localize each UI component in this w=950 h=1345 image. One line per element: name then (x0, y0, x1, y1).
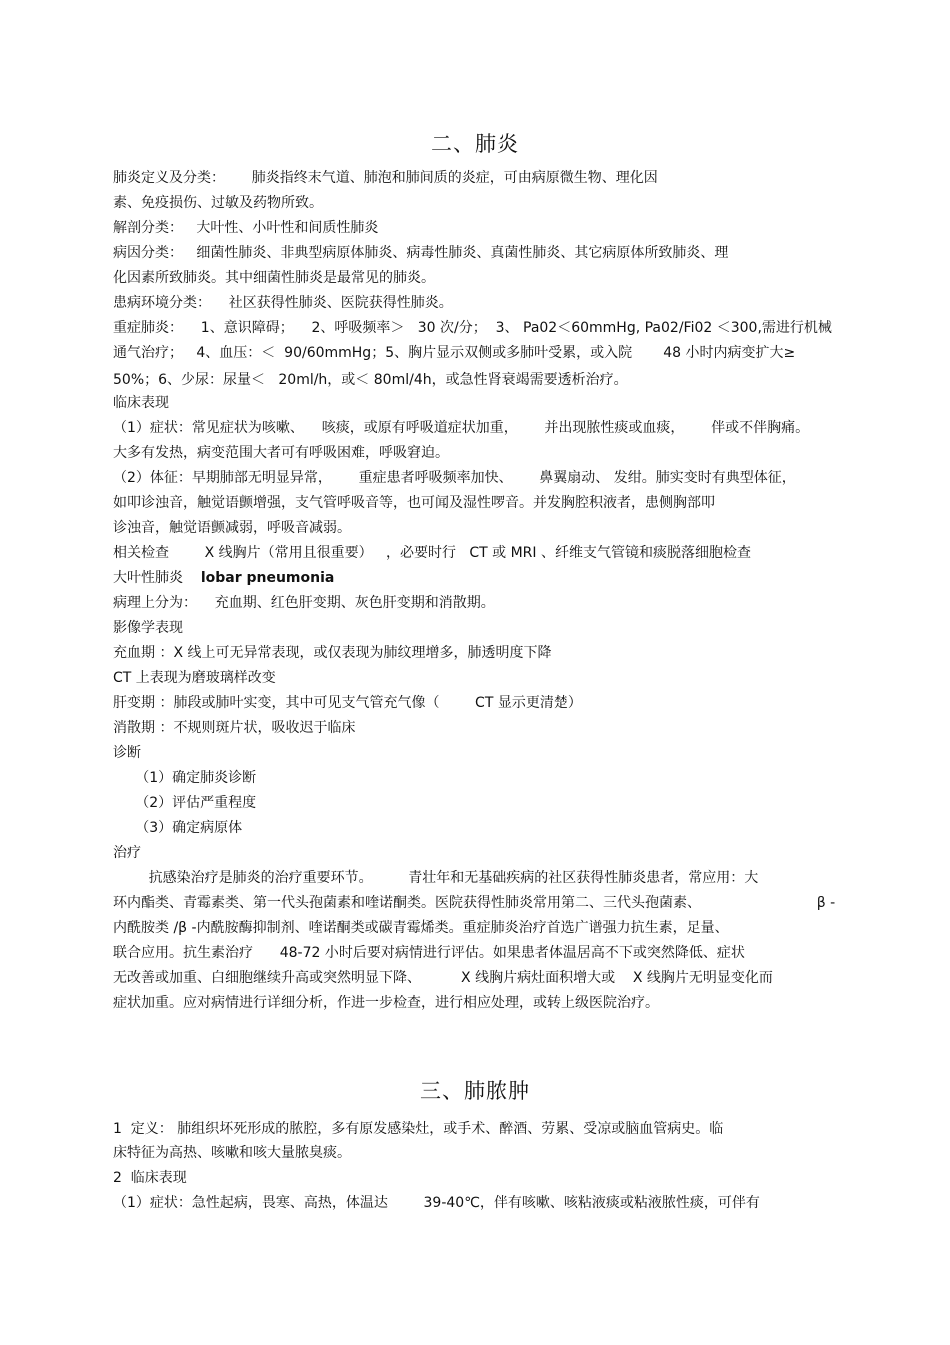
text-line: 病理上分为： 充血期、红色肝变期、灰色肝变期和消散期。 (113, 595, 495, 611)
text-line: 环内酯类、青霉素类、第一代头孢菌素和喹诺酮类。医院获得性肺炎常用第二、三代头孢菌素、 β - (113, 895, 836, 911)
text-line: 治疗 (113, 845, 141, 861)
text-line: 素、免疫损伤、过敏及药物所致。 (113, 195, 323, 211)
lobar-heading-cn: 大叶性肺炎 (113, 570, 183, 586)
section-title-lung-abscess: 三、肺脓肿 (420, 1079, 530, 1103)
lobar-heading-en: lobar pneumonia (200, 570, 335, 586)
text-line: 症状加重。应对病情进行详细分析，作进一步检查，进行相应处理，或转上级医院治疗。 (113, 995, 659, 1011)
lobar-pneumonia-heading (113, 569, 334, 587)
text-line: 如叩诊浊音，触觉语颤增强，支气管呼吸音等，也可闻及湿性啰音。并发胸腔积液者，患侧胸部叩 (113, 495, 715, 511)
text-line: 1 定义： 肺组织坏死形成的脓腔，多有原发感染灶，或手术、醉酒、劳累、受凉或脑血管病史。临 (113, 1121, 724, 1137)
text-line: 重症肺炎： 1、意识障碍； 2、呼吸频率＞ 30 次/分； 3、 Pa02＜60mmHg, Pa02/Fi02 ＜300,需进行机械 (113, 320, 832, 336)
text-line: 通气治疗； 4、血压：＜ 90/60mmHg；5、胸片显示双侧或多肺叶受累，或入院 48 小时内病变扩大≥ (113, 345, 796, 361)
section-title-pneumonia: 二、肺炎 (431, 132, 519, 156)
text-line: 2 临床表现 (113, 1170, 187, 1186)
text-line: 联合应用。抗生素治疗 48-72 小时后要对病情进行评估。如果患者体温居高不下或突然降低、症状 (113, 945, 745, 961)
text-line: 相关检查 X 线胸片（常用且很重要） ，必要时行 CT 或 MRI 、纤维支气管镜和痰脱落细胞检查 (113, 545, 751, 561)
text-line: （1）确定肺炎诊断 (113, 770, 257, 786)
text-line: （1）症状：常见症状为咳嗽、 咳痰，或原有呼吸道症状加重， 并出现脓性痰或血痰， 伴或不伴胸痛。 (113, 420, 810, 436)
text-line: （3）确定病原体 (113, 820, 243, 836)
text-line: CT 上表现为磨玻璃样改变 (113, 670, 276, 686)
text-line: （1）症状：急性起病，畏寒、高热，体温达 39-40℃，伴有咳嗽、咳粘液痰或粘液脓性痰，可伴有 (113, 1195, 760, 1211)
text-line: 50%；6、少尿：尿量＜ 20ml/h，或＜ 80ml/4h，或急性肾衰竭需要透析治疗。 (113, 372, 628, 388)
text-line: （2）体征：早期肺部无明显异常， 重症患者呼吸频率加快、 鼻翼扇动、 发绀。肺实变时有典型体征， (113, 470, 796, 486)
text-line: 化因素所致肺炎。其中细菌性肺炎是最常见的肺炎。 (113, 270, 435, 286)
text-line: 内酰胺类 /β -内酰胺酶抑制剂、喹诺酮类或碳青霉烯类。重症肺炎治疗首选广谱强力抗生素，足量、 (113, 920, 729, 936)
text-line: 消散期 ：不规则斑片状，吸收迟于临床 (113, 720, 356, 736)
text-line: 病因分类： 细菌性肺炎、非典型病原体肺炎、病毒性肺炎、真菌性肺炎、其它病原体所致肺炎、理 (113, 245, 729, 261)
text-line: 大多有发热，病变范围大者可有呼吸困难，呼吸窘迫。 (113, 445, 449, 461)
text-line: 肺炎定义及分类： 肺炎指终末气道、肺泡和肺间质的炎症，可由病原微生物、理化因 (113, 170, 658, 186)
text-line: 临床表现 (113, 395, 169, 411)
text-line: 床特征为高热、咳嗽和咳大量脓臭痰。 (113, 1145, 351, 1161)
text-line: 诊浊音，触觉语颤减弱，呼吸音减弱。 (113, 520, 351, 536)
text-line: 患病环境分类： 社区获得性肺炎、医院获得性肺炎。 (113, 295, 453, 311)
text-line: 肝变期 ：肺段或肺叶实变，其中可见支气管充气像（ CT 显示更清楚） (113, 695, 582, 711)
text-line: 影像学表现 (113, 620, 183, 636)
text-line: 诊断 (113, 745, 141, 761)
text-line: 充血期 ：X 线上可无异常表现，或仅表现为肺纹理增多，肺透明度下降 (113, 645, 552, 661)
text-line: （2）评估严重程度 (113, 795, 257, 811)
text-line: 解剖分类： 大叶性、小叶性和间质性肺炎 (113, 220, 379, 236)
text-line: 抗感染治疗是肺炎的治疗重要环节。 青壮年和无基础疾病的社区获得性肺炎患者，常应用：大 (113, 870, 759, 886)
text-line: 无改善或加重、白细胞继续升高或突然明显下降、 X 线胸片病灶面积增大或 X 线胸片无明显变化而 (113, 970, 773, 986)
